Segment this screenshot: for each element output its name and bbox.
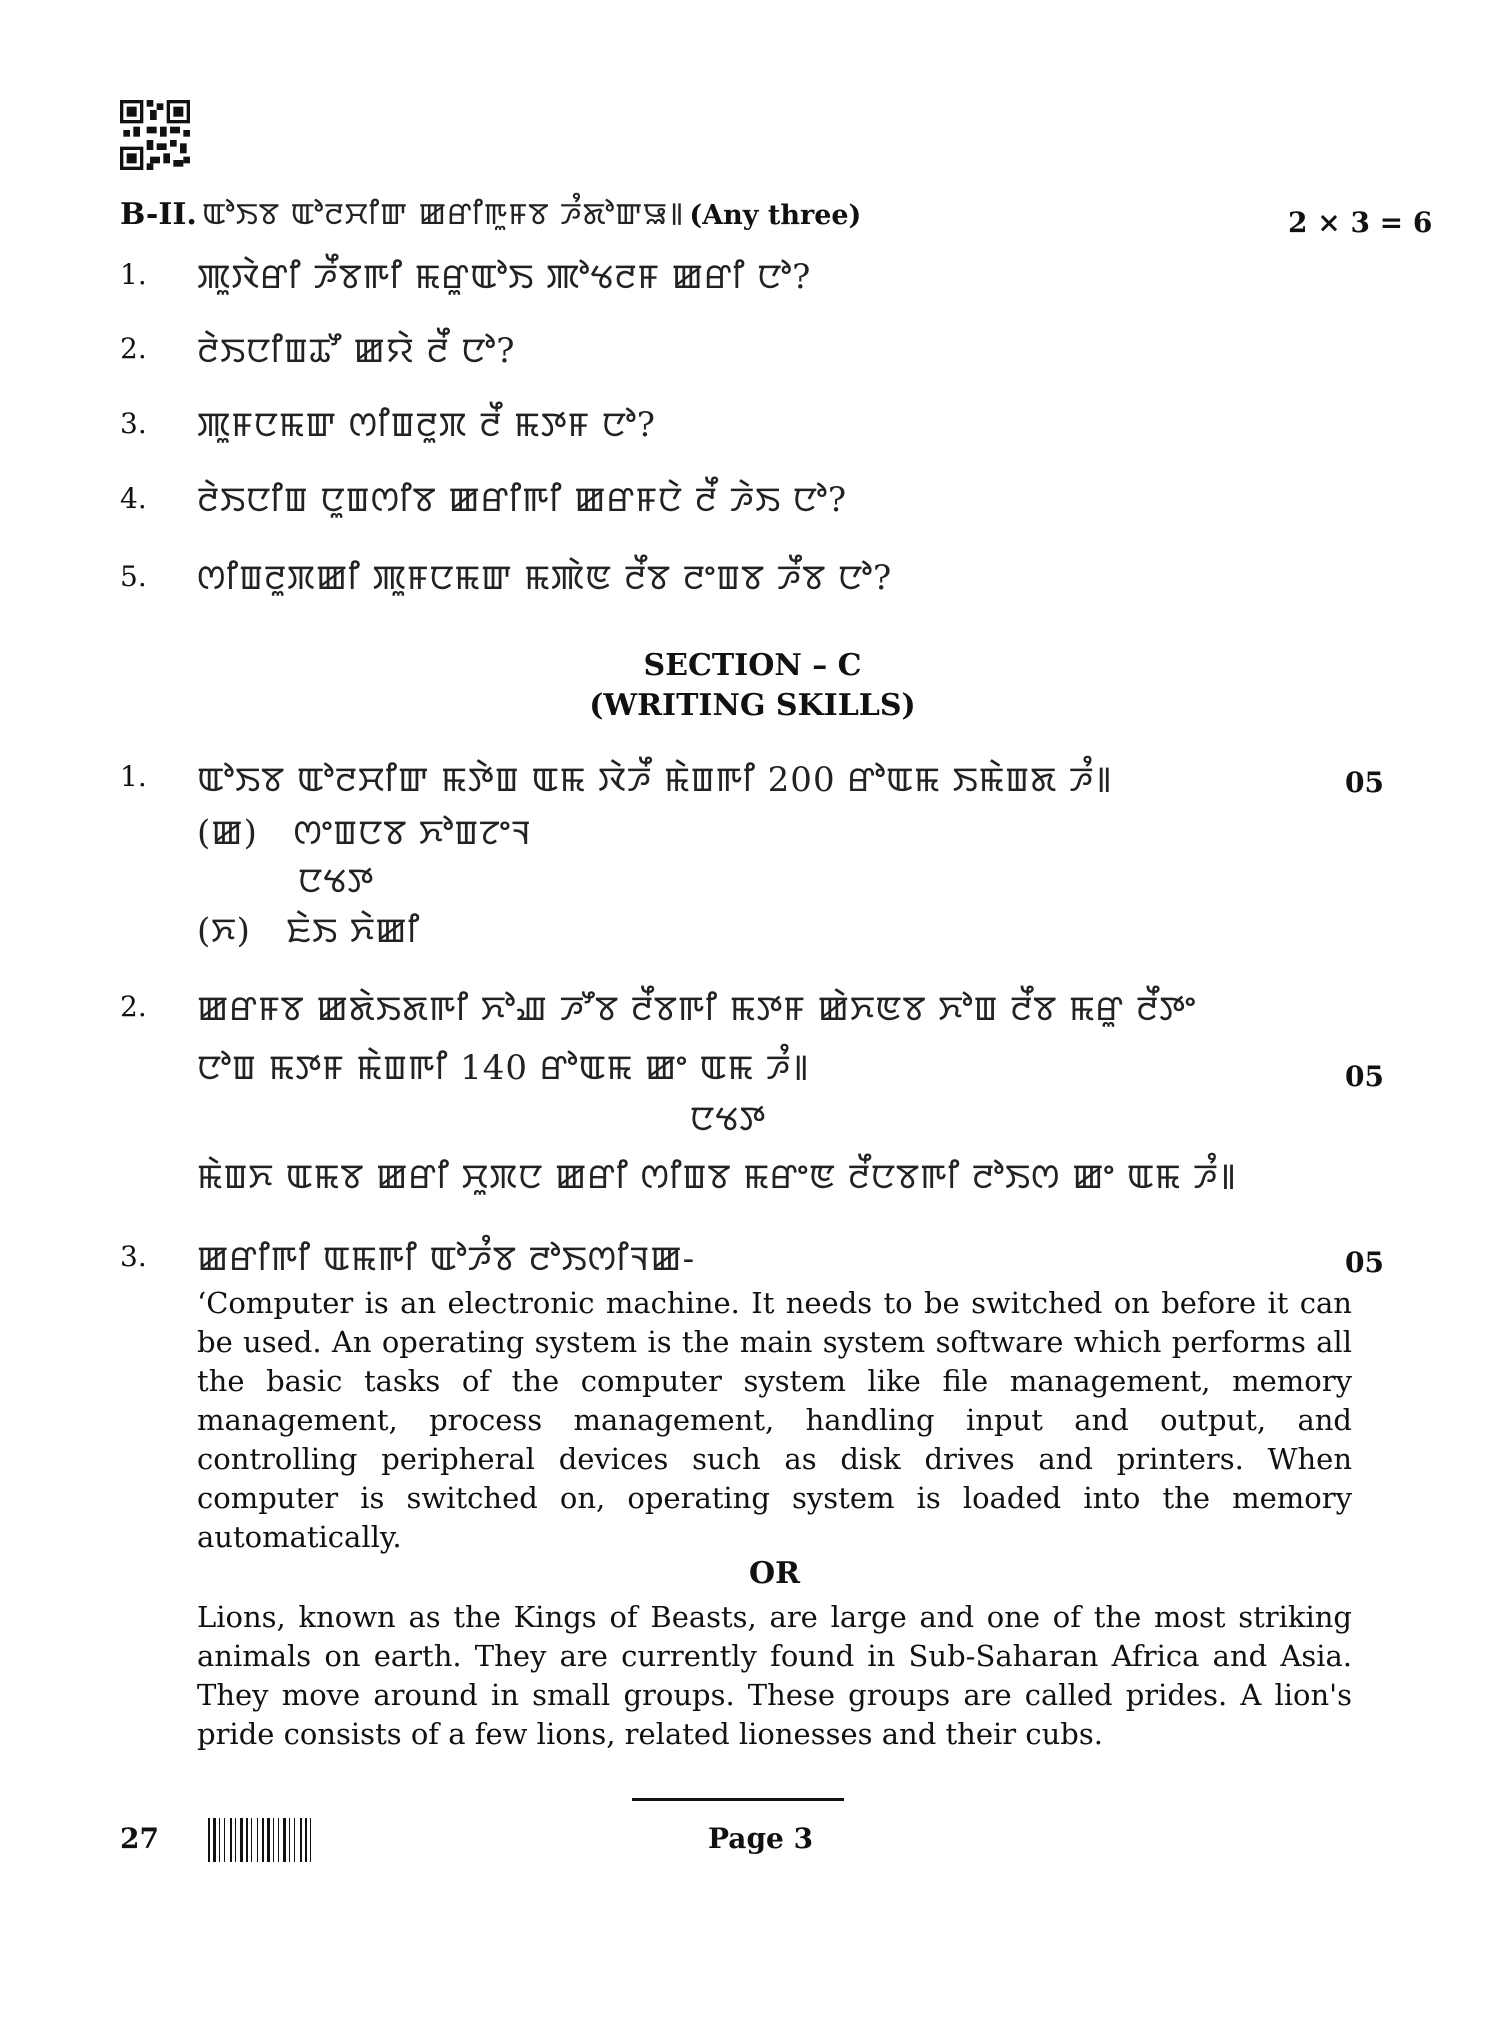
question-marks: 05	[1345, 1246, 1384, 1279]
question-number: 5.	[120, 560, 147, 593]
part-b2-heading	[120, 192, 861, 234]
question-number: 1.	[120, 760, 147, 793]
question-text-line: ꯅꯣꯡ ꯃꯇꯝ ꯃꯥꯡꯒꯤ 140 ꯔꯣꯑꯃ ꯀꯦ ꯑꯃ ꯍꯪ꯫	[197, 1048, 810, 1088]
question-number: 2.	[120, 990, 147, 1023]
option-label: (ꯈ)	[197, 911, 251, 951]
passage-lions: Lions, known as the Kings of Beasts, are large and one of the most striking animals on earth. They are currently found in Sub-Saharan Africa and Asia. They move around in small groups. These groups are called prides. A lion's pride consists of a few lions, related lionesses and their cubs.	[197, 1600, 1352, 1751]
part-instruction: ꯑꯣꯏꯕ ꯑꯣꯂꯆꯤꯛ ꯀꯔꯤꯒꯨꯝꯕ ꯍꯪꯗꯣꯛꯎ꯫	[201, 197, 685, 232]
question-text: ꯄꯨꯋꯥꯔꯤ ꯍꯩꯕꯒꯤ ꯃꯔꯨꯑꯣꯏ ꯄꯣꯠꯂꯝ ꯀꯔꯤ ꯅꯣ?	[197, 257, 812, 297]
option-label: (ꯀ)	[197, 813, 258, 853]
question-text-line: ꯃꯥꯡꯈ ꯑꯃꯕ ꯀꯔꯤ ꯆꯨꯞꯅ ꯀꯔꯤ ꯁꯤꯡꯕ ꯃꯔꯦꯟ ꯂꯩꯅꯕꯒꯤ ꯂꯣꯏꯁ ꯀꯦ ꯑꯃ ꯍꯪ꯫	[197, 1157, 1237, 1197]
option-text: ꯁꯦꯡꯅꯕ ꯈꯣꯡꯖꯦꯜ	[293, 813, 532, 853]
qr-code-icon	[120, 100, 190, 170]
question-marks: 05	[1345, 1060, 1384, 1093]
question-number: 3.	[120, 1240, 147, 1273]
page-number: Page 3	[708, 1822, 814, 1855]
question-text: ꯁꯤꯡꯂꯨꯞꯀꯤ ꯄꯨꯝꯅꯃꯛ ꯃꯄꯥꯟ ꯂꯩꯕ ꯂꯦꯡꯕ ꯍꯩꯕ ꯅꯣ?	[197, 558, 893, 598]
question-text: ꯄꯨꯝꯅꯃꯛ ꯁꯤꯡꯂꯨꯞ ꯂꯩ ꯃꯇꯝ ꯅꯣ?	[197, 405, 657, 445]
option-a	[197, 808, 532, 855]
section-title: SECTION – C	[643, 648, 862, 683]
any-three-label: (Any three)	[689, 200, 862, 231]
question-text: ꯀꯔꯤꯒꯤ ꯑꯃꯒꯤ ꯑꯣꯍꯪꯕ ꯂꯣꯏꯁꯤꯜꯀ-	[197, 1239, 696, 1279]
question-number: 2.	[120, 332, 147, 365]
part-label: B-II.	[120, 197, 197, 232]
question-marks: 05	[1345, 766, 1384, 799]
question-text: ꯑꯣꯏꯕ ꯑꯣꯂꯆꯤꯛ ꯃꯇꯥꯡ ꯑꯃ ꯋꯥꯍꯩ ꯃꯥꯡꯒꯤ 200 ꯔꯣꯑꯃ ꯏꯃꯥꯡꯗ ꯍꯪ꯫	[197, 760, 1113, 800]
question-number: 4.	[120, 482, 147, 515]
part-b2-marks: 2 × 3 = 6	[1288, 206, 1433, 239]
question-text-line: ꯀꯔꯝꯕ ꯀꯗꯥꯏꯗꯒꯤ ꯈꯣꯉ ꯍꯧꯕ ꯂꯩꯕꯒꯤ ꯃꯇꯝ ꯀꯥꯈꯟꯕ ꯈꯣꯡ ꯂꯩꯕ ꯃꯔꯨ ꯂꯩꯇꯦ	[197, 989, 1197, 1029]
or-divider: ꯅꯠꯇ	[298, 861, 375, 901]
barcode-icon	[208, 1818, 388, 1862]
or-divider: ꯅꯠꯇ	[690, 1099, 767, 1139]
footer-divider	[632, 1798, 844, 1801]
question-number: 3.	[120, 407, 147, 440]
question-text: ꯂꯥꯏꯅꯤꯡ ꯅꯨꯡꯁꯤꯕ ꯀꯔꯤꯒꯤ ꯀꯔꯝꯅꯥ ꯂꯩ ꯍꯥꯏ ꯅꯣ?	[197, 480, 848, 520]
or-label: OR	[748, 1556, 801, 1591]
section-subtitle: (WRITING SKILLS)	[589, 688, 916, 723]
option-b	[197, 906, 420, 953]
paper-code: 27	[120, 1822, 159, 1855]
question-number: 1.	[120, 258, 147, 291]
question-text: ꯂꯥꯏꯅꯤꯡꯊꯧ ꯀꯌꯥ ꯂꯩ ꯅꯣ?	[197, 331, 516, 371]
passage-computer: ‘Computer is an electronic machine. It needs to be switched on before it can be used. An operating system is the main system software which performs all the basic tasks of the computer system like file management, memory management, process management, handling input and output, and controlling peripheral devices such as disk drives and printers. When computer is switched on, operating system is loaded into the memory automatically.	[197, 1286, 1352, 1554]
option-text: ꯐꯥꯏ ꯈꯥꯀꯤ	[286, 911, 421, 951]
